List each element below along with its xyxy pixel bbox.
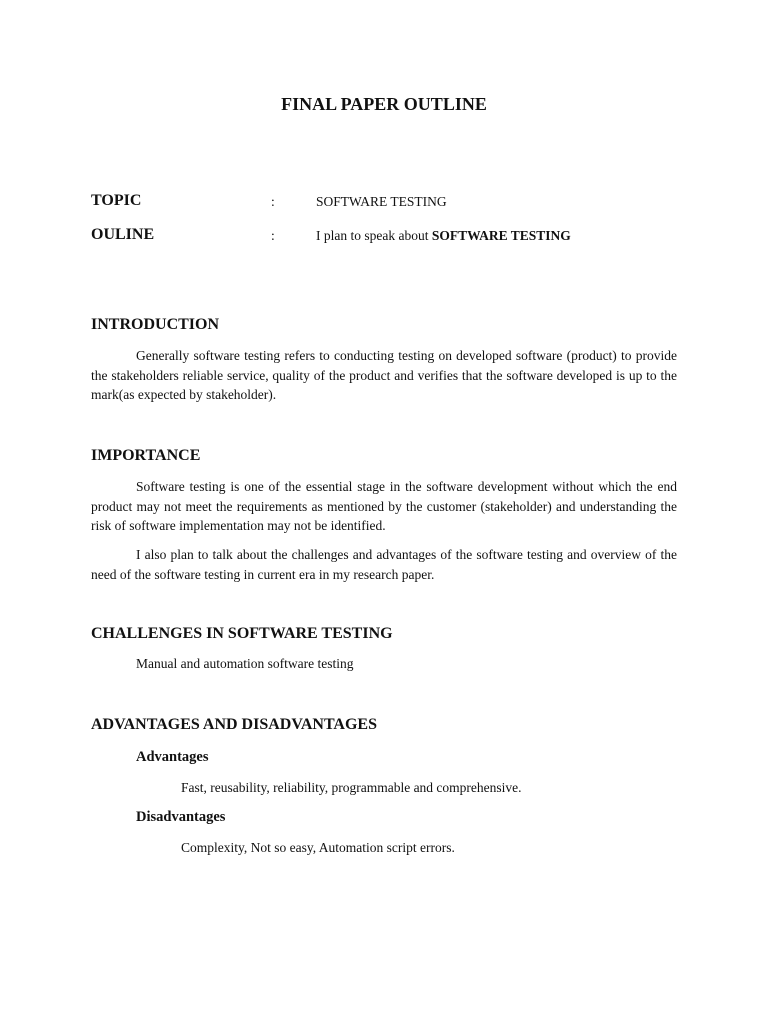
introduction-paragraph: Generally software testing refers to conducting testing on developed software (product) to provide the stakeholders reliable service, quality of the product and verifies that the software developed is up to the mark(as expected by stakeholder). [91, 348, 677, 402]
topic-colon: : [271, 194, 275, 209]
advantages-text: Fast, reusability, reliability, programmable and comprehensive. [181, 780, 522, 795]
importance-heading: IMPORTANCE [91, 447, 201, 464]
outline-value-prefix: I plan to speak about [316, 228, 432, 243]
outline-value [316, 228, 571, 244]
outline-row [91, 226, 691, 248]
topic-label: TOPIC [91, 192, 142, 209]
advantages-disadvantages-heading: ADVANTAGES AND DISADVANTAGES [91, 716, 377, 733]
challenges-text: Manual and automation software testing [136, 656, 354, 671]
advantages-label: Advantages [136, 749, 209, 765]
outline-value-bold: SOFTWARE TESTING [431, 228, 571, 243]
disadvantages-label: Disadvantages [136, 809, 226, 825]
introduction-heading: INTRODUCTION [91, 316, 220, 333]
disadvantages-text: Complexity, Not so easy, Automation script errors. [181, 840, 455, 855]
importance-paragraph-1: Software testing is one of the essential stage in the software development without which the end product may not meet the requirements as mentioned by the customer (stakeholder) and understanding the risk of software implementation may not be identified. [91, 479, 677, 533]
outline-label: OULINE [91, 226, 155, 243]
challenges-heading: CHALLENGES IN SOFTWARE TESTING [91, 625, 393, 642]
document-title: FINAL PAPER OUTLINE [281, 94, 487, 114]
topic-value: SOFTWARE TESTING [316, 194, 447, 209]
outline-colon: : [271, 228, 275, 243]
importance-paragraph-2: I also plan to talk about the challenges and advantages of the software testing and overview of the need of the software testing in current era in my research paper. [91, 547, 677, 582]
topic-row [91, 192, 691, 214]
